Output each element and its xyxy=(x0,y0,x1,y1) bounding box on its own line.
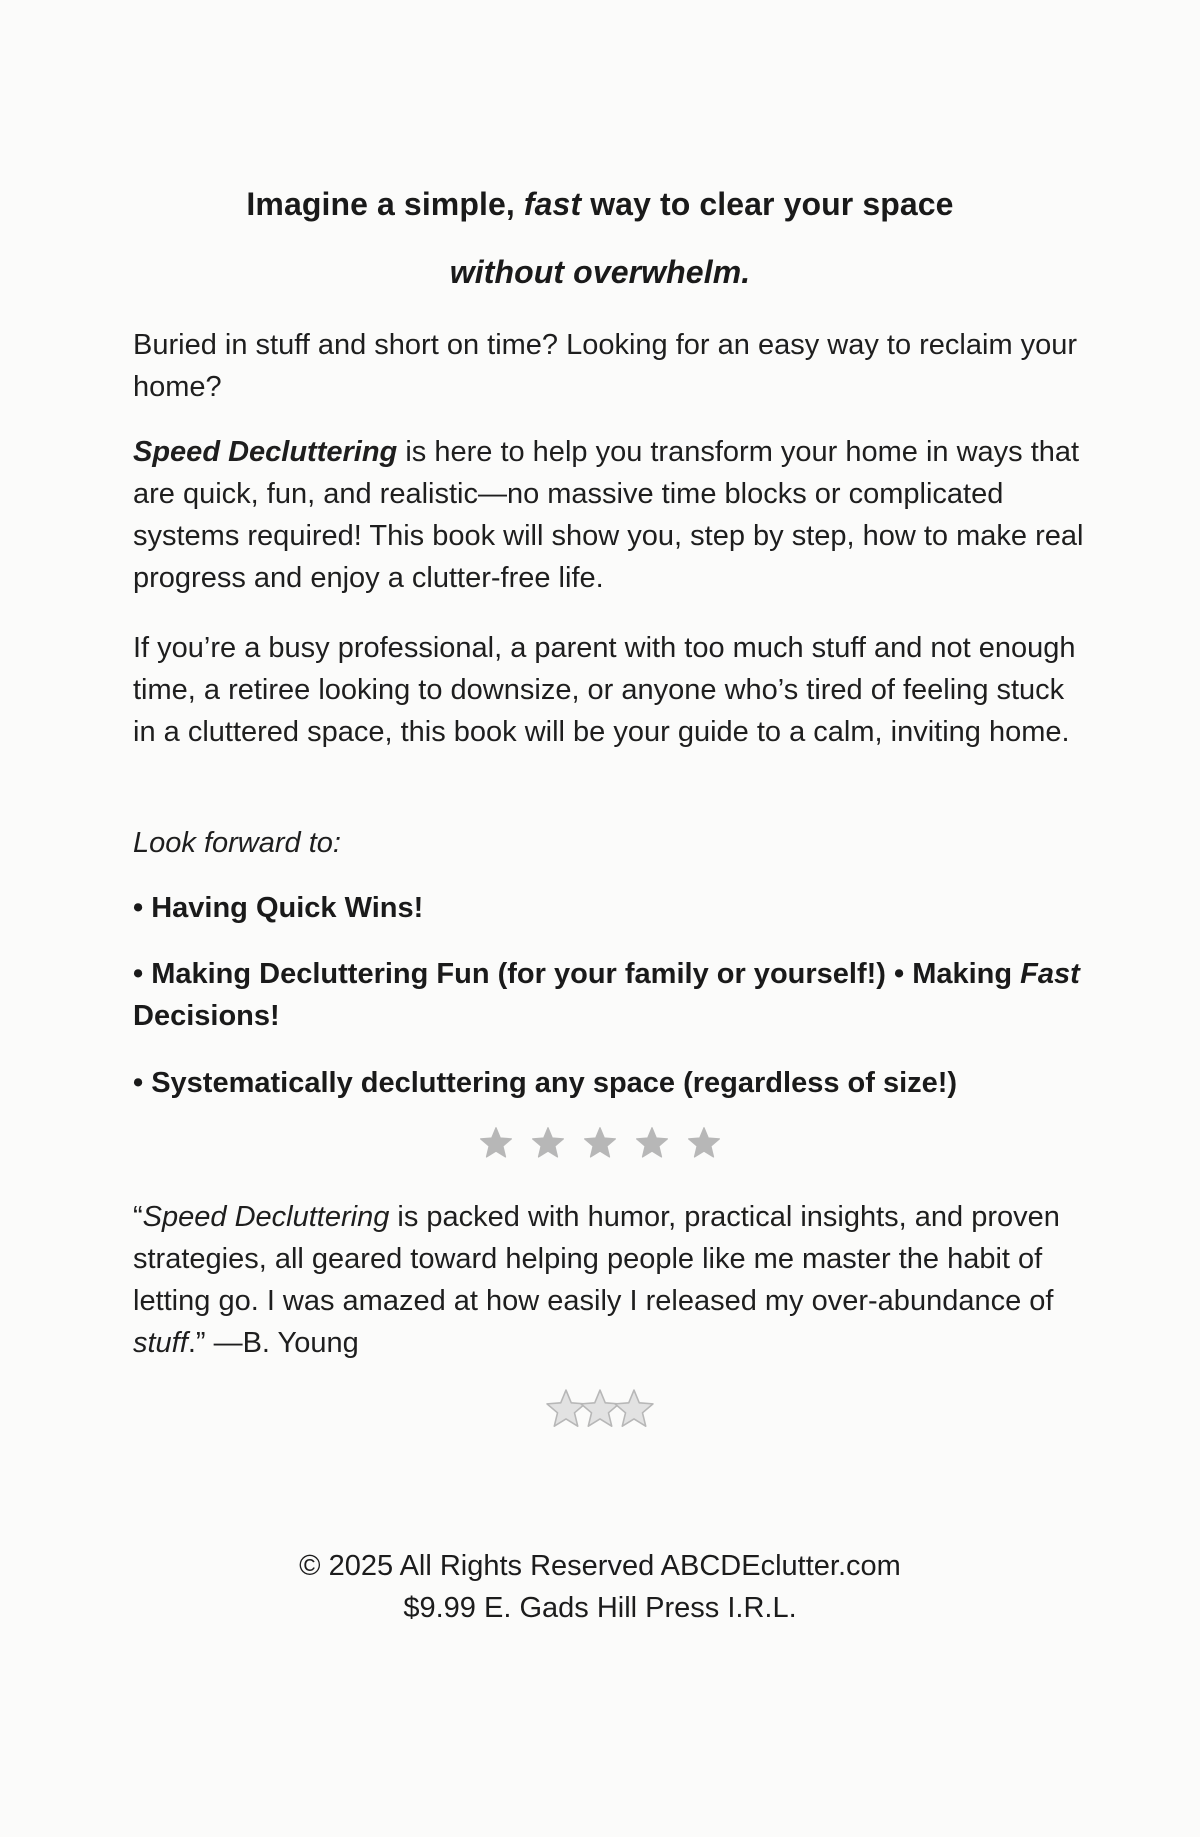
top-star-icon-3 xyxy=(583,1126,617,1160)
bullet-item-2-after: Decisions! xyxy=(133,1000,280,1032)
book-title: Speed Decluttering xyxy=(133,436,398,468)
intro-paragraph-2-text: is here to help you transform your home in ways that are quick, fun, and realistic—no massive time blocks or complicated systems required! This book will show you, step by step, how to make real progress and enjoy a clutter-free life. xyxy=(133,436,1084,594)
review-emphasis: stuff xyxy=(133,1327,188,1359)
top-star-icon-2 xyxy=(531,1126,565,1160)
intro-paragraph-2 xyxy=(133,431,1093,599)
review-book-title: Speed Decluttering xyxy=(142,1201,390,1233)
top-star-icon-4 xyxy=(635,1126,669,1160)
bullet-item-2-emphasis: Fast xyxy=(1020,958,1080,990)
top-star-icon-5 xyxy=(687,1126,721,1160)
review-attribution: .” —B. Young xyxy=(187,1327,359,1359)
rating-stars-top xyxy=(0,1126,1200,1165)
headline-line-1 xyxy=(0,186,1200,223)
headline-text-before: Imagine a simple, xyxy=(246,186,524,222)
review-open-quote: “ xyxy=(133,1201,143,1233)
top-star-icon-1 xyxy=(479,1126,513,1160)
bullet-item-1: • Having Quick Wins! xyxy=(133,892,424,924)
bullet-item-2-before: • Making Decluttering Fun (for your family or yourself!) • Making xyxy=(133,958,1021,990)
review-quote xyxy=(133,1196,1093,1364)
bullet-item-3: • Systematically decluttering any space (regardless of size!) xyxy=(133,1067,958,1099)
look-forward-heading: Look forward to: xyxy=(133,827,341,859)
intro-paragraph-1: Buried in stuff and short on time? Looking for an easy way to reclaim your home? xyxy=(133,329,1078,403)
review-text: is packed with humor, practical insights, and proven strategies, all geared toward helping people like me master the habit of letting go. I was amazed at how easily I released my over-abundance of xyxy=(133,1201,1060,1317)
bottom-star-icon-3 xyxy=(613,1388,655,1430)
headline-line-2: without overwhelm. xyxy=(449,254,751,290)
bullet-item-2 xyxy=(133,953,1093,1037)
headline-text-after: way to clear your space xyxy=(581,186,954,222)
rating-stars-bottom xyxy=(0,1388,1200,1435)
intro-paragraph-3: If you’re a busy professional, a parent with too much stuff and not enough time, a retiree looking to downsize, or anyone who’s tired of feeling stuck in a cluttered space, this book will be your guide to a calm, inviting home. xyxy=(133,632,1076,748)
price-publisher-line: $9.99 E. Gads Hill Press I.R.L. xyxy=(403,1592,797,1624)
headline-emphasis: fast xyxy=(523,186,582,222)
copyright-line: © 2025 All Rights Reserved ABCDEclutter.com xyxy=(299,1550,901,1582)
